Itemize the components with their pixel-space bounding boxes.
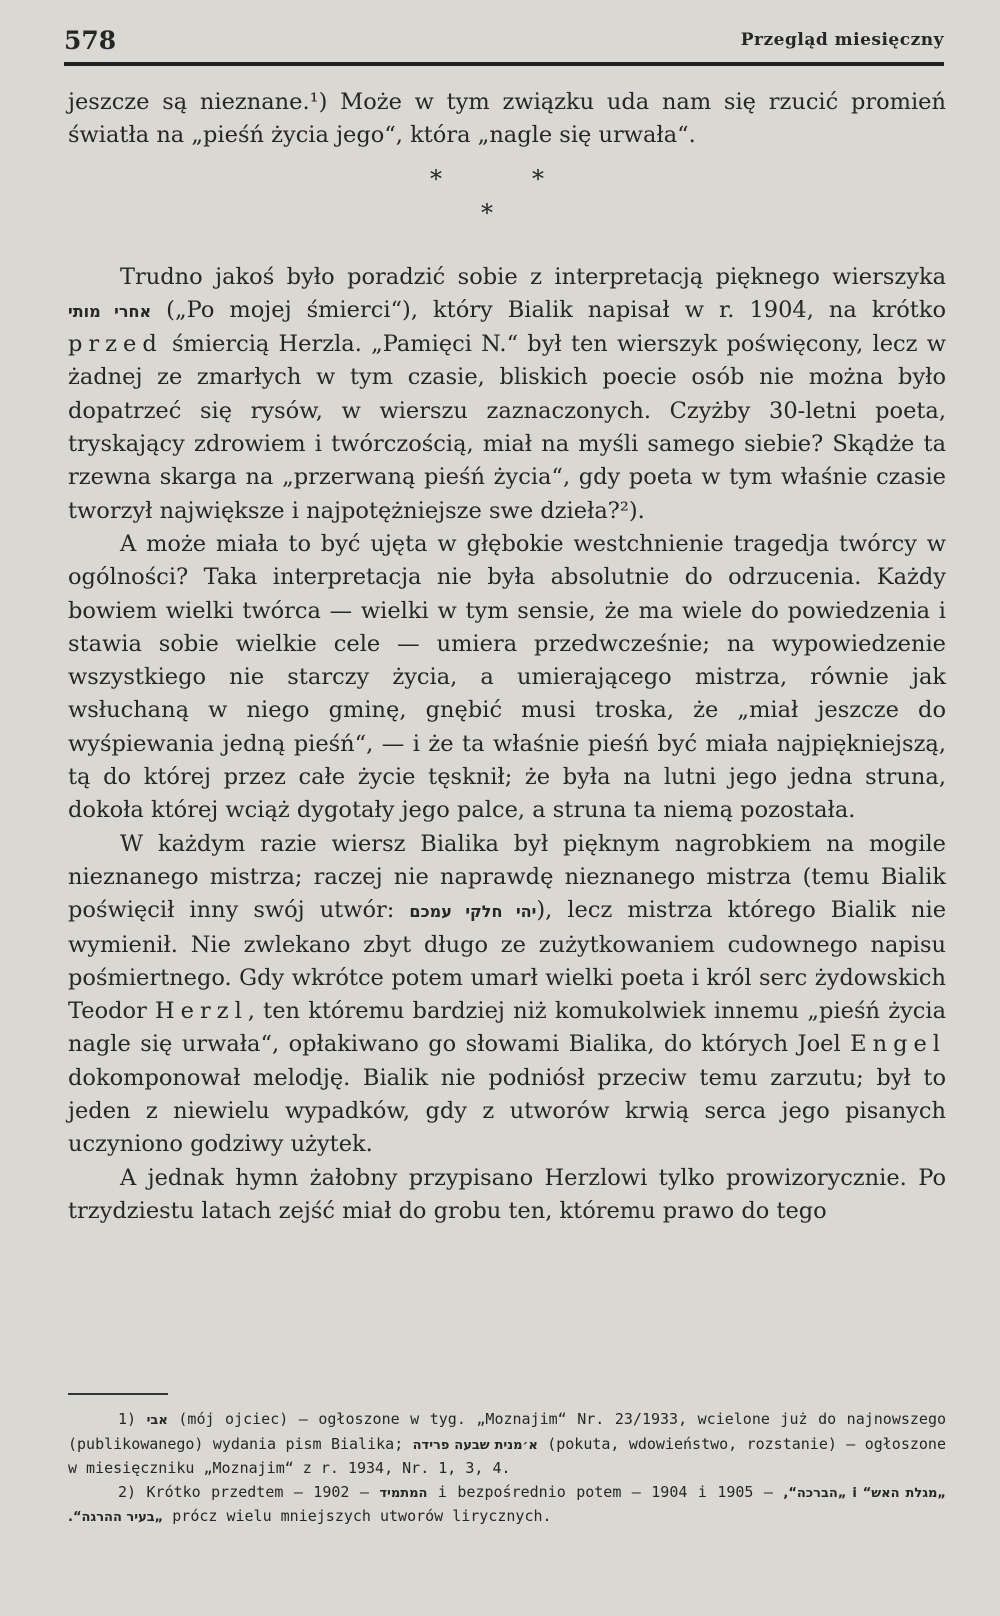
text-run: („Po mojej śmierci“), który Bialik napisał w r. 1904, na krótko xyxy=(151,296,947,323)
asterisk: * xyxy=(430,164,442,193)
text-run: (pokuta, wdowieństwo, rozstanie) — ogłoszone w miesięczniku „Moznajim“ z r. 1934, Nr. 1, 3, 4. xyxy=(68,1434,946,1478)
text-run: śmiercią Herzla. „Pamięci N.“ był ten wierszyk poświęcony, lecz w żadnej ze zmarłych w tym czasie, bliskich poecie osób nie można było dopatrzeć się rysów, w wierszu zaznaczonych. Czyżby 30-letni poeta, tryskający zdrowiem i twórczością, miał na myśli samego siebie? Skądże ta rzewna skarga na „przerwaną pieśń życia“, gdy poeta w tym właśnie czasie tworzył największe i najpotężniejsze swe dzieła?²). xyxy=(68,331,946,524)
spaced-emphasis: Engel xyxy=(850,1031,946,1058)
asterisk: * xyxy=(481,198,493,227)
paragraph-2 xyxy=(68,261,946,528)
text-run: Trudno jakoś było poradzić sobie z interpretacją pięknego wierszyka xyxy=(120,263,946,290)
footnotes xyxy=(68,1408,946,1530)
spaced-emphasis: przed xyxy=(68,331,163,358)
paragraph-1: jeszcze są nieznane.¹) Może w tym związku uda nam się rzucić promień światła na „pieśń życia jego“, która „nagle się urwała“. xyxy=(68,89,946,149)
footnote-number: 2) xyxy=(118,1482,137,1501)
running-header xyxy=(64,22,944,66)
text-run: prócz wielu mniejszych utworów lirycznych. xyxy=(163,1507,552,1526)
footnote-number: 1) xyxy=(118,1410,137,1428)
footnote-rule xyxy=(68,1393,168,1395)
hebrew-title: יהי חלקי עמכם xyxy=(409,902,537,922)
journal-title: Przegląd miesięczny xyxy=(740,30,944,50)
section-break-asterism xyxy=(68,153,946,261)
hebrew-title: „מגלת האש“ i „הברכה“, „בעיר ההרגה“. xyxy=(68,1485,946,1526)
text-run: i bezpośrednio potem — 1904 i 1905 — xyxy=(427,1482,784,1501)
hebrew-title: המתמיד xyxy=(379,1485,428,1501)
text-run: W każdym razie wiersz Bialika był pięknym nagrobkiem na mogile nieznanego mistrza; raczej nie naprawdę nieznanego mistrza (temu Bialik poświęcił inny swój utwór: xyxy=(68,830,946,924)
text-run: dokomponował melodję. Bialik nie podniósł przeciw temu zarzutu; był to jeden z niewielu wypadków, gdy z utworów krwią serca jego pisanych uczyniono godziwy użytek. xyxy=(68,1064,946,1158)
text-run: , ten któremu bardziej niż komukolwiek innemu „pieśń życia nagle się urwała“, opłakiwano go słowami Bialika, do których Joel xyxy=(68,998,946,1058)
body-text xyxy=(68,86,946,1228)
page-number: 578 xyxy=(64,26,117,55)
footnote-2 xyxy=(68,1481,946,1530)
text-run: Krótko przedtem — 1902 — xyxy=(136,1482,380,1501)
paragraph-4 xyxy=(68,828,946,1162)
hebrew-title: אבי xyxy=(146,1413,168,1428)
hebrew-title: אחרי מותי xyxy=(68,301,152,321)
footnote-1 xyxy=(68,1408,946,1481)
text-run: ), lecz mistrza którego Bialik nie wymienił. Nie zwlekano zbyt długo ze zużytkowaniem cudownego napisu pośmiertnego. Gdy wkrótce potem umarł wielki poeta i król serc żydowskich Teodor xyxy=(68,897,947,1025)
paragraph-3: A może miała to być ujęta w głębokie westchnienie tragedja twórcy w ogólności? Taka interpretacja nie była absolutnie do odrzucenia. Każdy bowiem wielki twórca — wielki w tym sensie, że ma wiele do powiedzenia i stawia sobie wielkie cele — umiera przedwcześnie; na wypowiedzenie wszystkiego nie starczy życia, a umierającego mistrza, równie jak wsłuchaną w niego gminę, gnębić musi troska, że „miał jeszcze do wyśpiewania jedną pieśń“, — i że ta właśnie pieśń być miała najpiękniejszą, tą do której przez całe życie tęsknił; że była na lutni jego jedna struna, dokoła której wciąż dygotały jego palce, a struna ta niemą pozostała. xyxy=(68,530,946,824)
text-run: (mój ojciec) — ogłoszone w tyg. „Moznajim“ Nr. 23/1933, wcielone już do najnowszego (publikowanego) wydania pism Bialika; xyxy=(68,1410,947,1453)
spaced-emphasis: Herzl xyxy=(155,998,248,1025)
paragraph-5: A jednak hymn żałobny przypisano Herzlowi tylko prowizorycznie. Po trzydziestu latach zejść miał do grobu ten, któremu prawo do tego xyxy=(68,1164,946,1224)
hebrew-title: א׳מנית שבעה פרידה xyxy=(412,1437,538,1453)
asterisk: * xyxy=(532,164,544,193)
